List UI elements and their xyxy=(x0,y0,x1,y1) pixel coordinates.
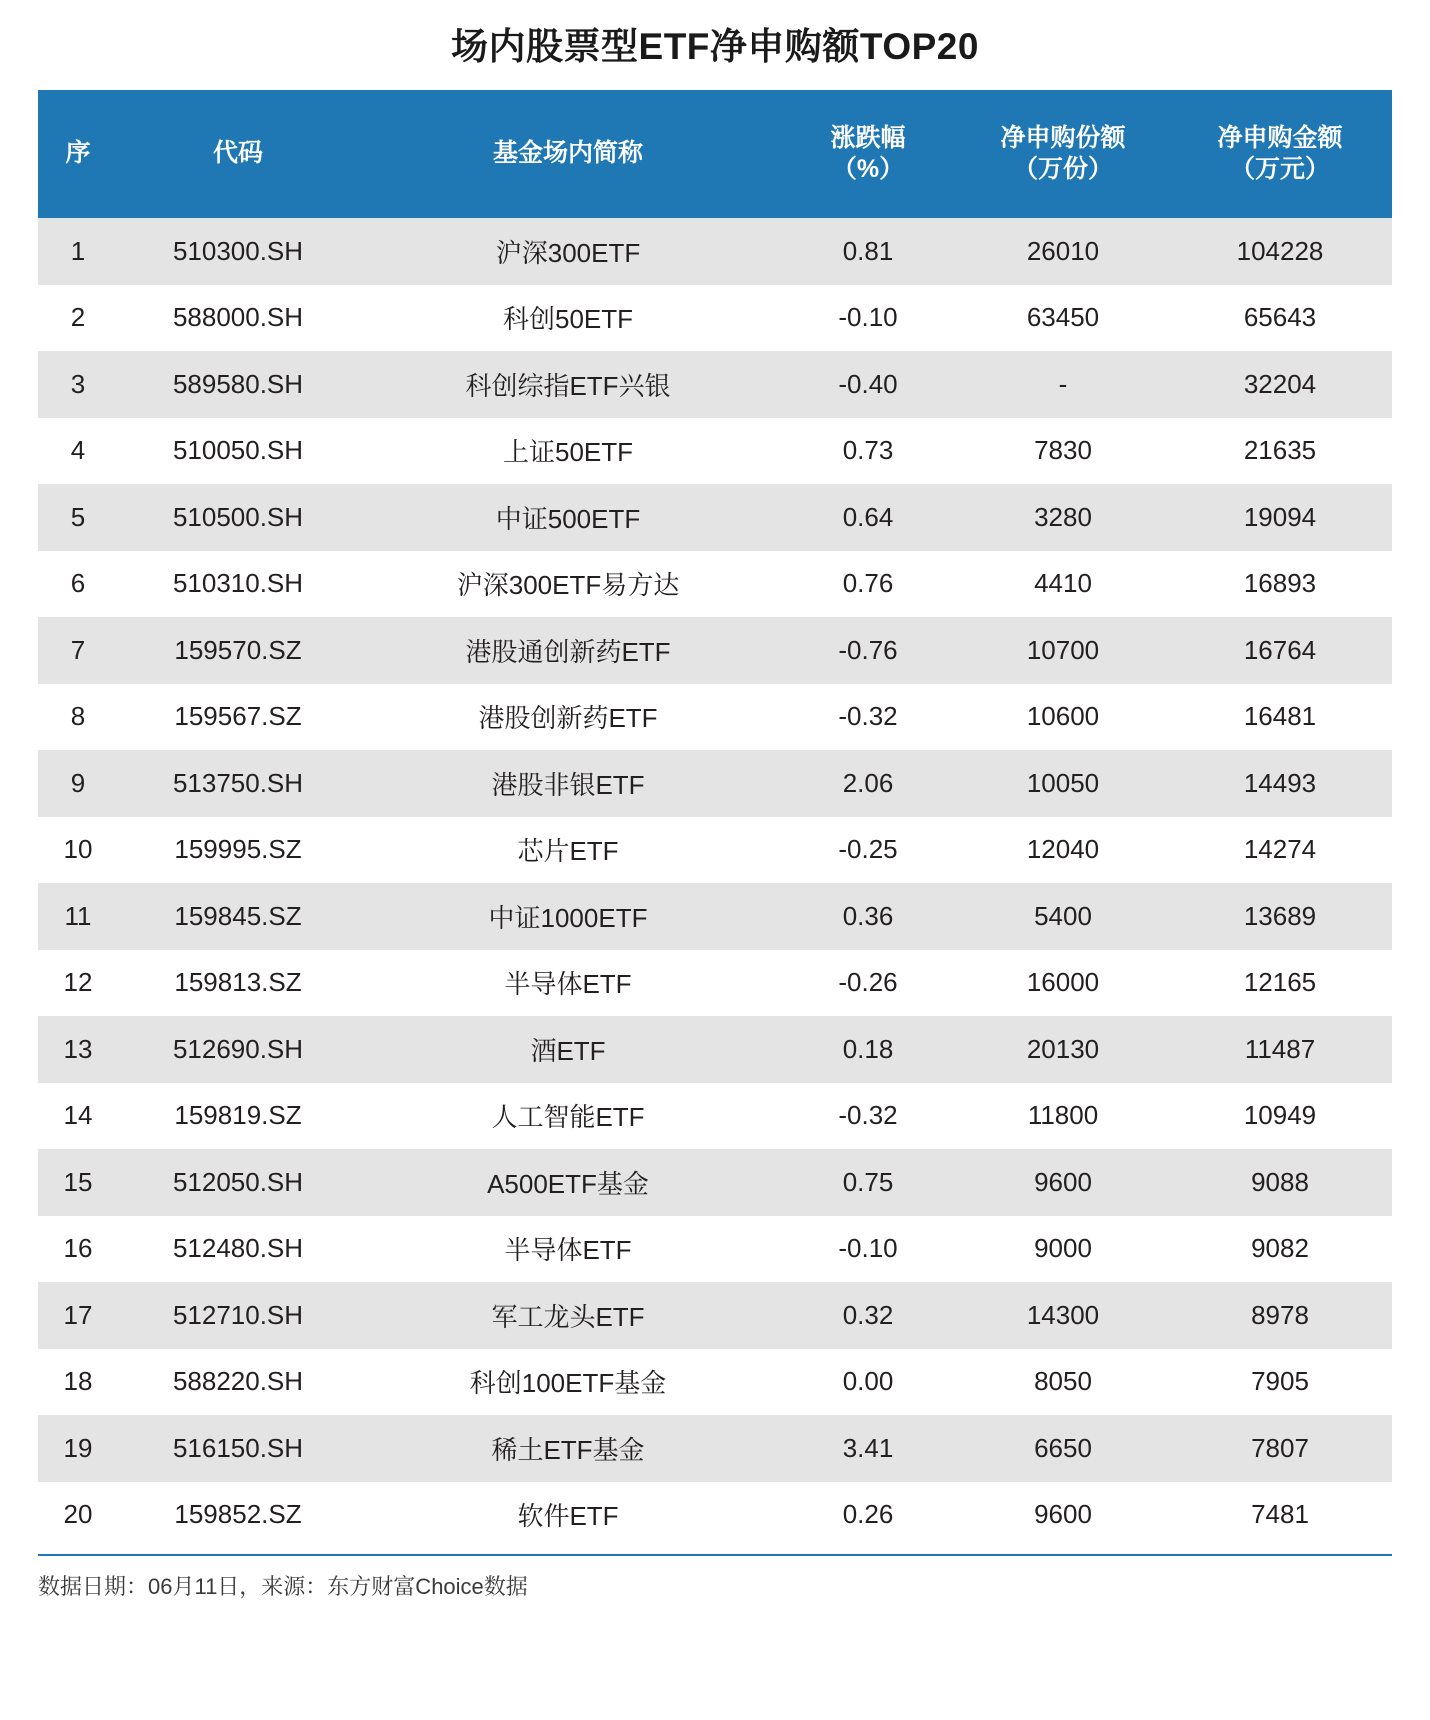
source-note: 数据日期：06月11日，来源：东方财富Choice数据 xyxy=(38,1554,1392,1601)
cell-seq: 11 xyxy=(38,883,118,950)
cell-net-amount: 32204 xyxy=(1168,351,1392,418)
column-header-net-shares xyxy=(958,90,1168,218)
cell-code: 589580.SH xyxy=(118,351,358,418)
cell-net-amount: 9082 xyxy=(1168,1216,1392,1283)
cell-net-amount: 65643 xyxy=(1168,285,1392,352)
column-header-change-line2: （%） xyxy=(831,155,905,183)
cell-net-shares: 5400 xyxy=(958,883,1168,950)
cell-net-shares: 10050 xyxy=(958,750,1168,817)
cell-seq: 3 xyxy=(38,351,118,418)
cell-net-amount: 14493 xyxy=(1168,750,1392,817)
cell-change: 0.81 xyxy=(778,218,958,285)
table-row xyxy=(38,1482,1392,1549)
cell-seq: 9 xyxy=(38,750,118,817)
cell-name: 中证500ETF xyxy=(358,484,778,551)
table-row xyxy=(38,285,1392,352)
cell-name: 酒ETF xyxy=(358,1016,778,1083)
cell-code: 159852.SZ xyxy=(118,1482,358,1549)
cell-net-shares: 10700 xyxy=(958,617,1168,684)
cell-net-amount: 16764 xyxy=(1168,617,1392,684)
table-row xyxy=(38,418,1392,485)
cell-code: 588000.SH xyxy=(118,285,358,352)
cell-change: -0.32 xyxy=(778,1083,958,1150)
table-row xyxy=(38,1083,1392,1150)
cell-code: 512690.SH xyxy=(118,1016,358,1083)
cell-change: -0.10 xyxy=(778,285,958,352)
etf-ranking-table xyxy=(38,90,1392,1548)
cell-seq: 13 xyxy=(38,1016,118,1083)
column-header-net-shares-line1: 净申购份额 xyxy=(1000,123,1126,152)
cell-net-shares: 4410 xyxy=(958,551,1168,618)
cell-net-shares: 11800 xyxy=(958,1083,1168,1150)
column-header-code xyxy=(118,90,358,218)
cell-net-shares: 9000 xyxy=(958,1216,1168,1283)
cell-code: 510050.SH xyxy=(118,418,358,485)
cell-change: 0.36 xyxy=(778,883,958,950)
table-row xyxy=(38,617,1392,684)
cell-seq: 4 xyxy=(38,418,118,485)
cell-seq: 1 xyxy=(38,218,118,285)
table-row xyxy=(38,484,1392,551)
column-header-seq-line1: 序 xyxy=(65,139,91,168)
cell-name: 半导体ETF xyxy=(358,950,778,1017)
cell-net-amount: 12165 xyxy=(1168,950,1392,1017)
cell-code: 510300.SH xyxy=(118,218,358,285)
cell-code: 510310.SH xyxy=(118,551,358,618)
cell-code: 159819.SZ xyxy=(118,1083,358,1150)
cell-name: 科创综指ETF兴银 xyxy=(358,351,778,418)
table-row xyxy=(38,1415,1392,1482)
cell-change: -0.10 xyxy=(778,1216,958,1283)
cell-change: 0.75 xyxy=(778,1149,958,1216)
cell-name: 人工智能ETF xyxy=(358,1083,778,1150)
cell-change: -0.76 xyxy=(778,617,958,684)
cell-code: 588220.SH xyxy=(118,1349,358,1416)
table-row xyxy=(38,1149,1392,1216)
cell-net-amount: 7807 xyxy=(1168,1415,1392,1482)
cell-seq: 5 xyxy=(38,484,118,551)
cell-code: 513750.SH xyxy=(118,750,358,817)
column-header-net-shares-line2: （万份） xyxy=(1012,155,1113,183)
cell-net-shares: 26010 xyxy=(958,218,1168,285)
cell-name: 军工龙头ETF xyxy=(358,1282,778,1349)
cell-net-amount: 19094 xyxy=(1168,484,1392,551)
cell-seq: 7 xyxy=(38,617,118,684)
cell-net-shares: 8050 xyxy=(958,1349,1168,1416)
cell-name: 上证50ETF xyxy=(358,418,778,485)
cell-name: 软件ETF xyxy=(358,1482,778,1549)
cell-net-shares: 9600 xyxy=(958,1149,1168,1216)
table-row xyxy=(38,950,1392,1017)
cell-name: 科创50ETF xyxy=(358,285,778,352)
column-header-net-amount-line2: （万元） xyxy=(1229,155,1330,183)
cell-name: 沪深300ETF易方达 xyxy=(358,551,778,618)
page-title: 场内股票型ETF净申购额TOP20 xyxy=(451,26,979,67)
cell-name: A500ETF基金 xyxy=(358,1149,778,1216)
cell-code: 510500.SH xyxy=(118,484,358,551)
cell-code: 512050.SH xyxy=(118,1149,358,1216)
column-header-code-line1: 代码 xyxy=(212,139,263,168)
cell-net-shares: 20130 xyxy=(958,1016,1168,1083)
cell-seq: 8 xyxy=(38,684,118,751)
cell-net-amount: 14274 xyxy=(1168,817,1392,884)
cell-net-shares: 14300 xyxy=(958,1282,1168,1349)
cell-net-shares: 63450 xyxy=(958,285,1168,352)
table-row xyxy=(38,351,1392,418)
cell-code: 159995.SZ xyxy=(118,817,358,884)
cell-net-amount: 8978 xyxy=(1168,1282,1392,1349)
cell-net-amount: 13689 xyxy=(1168,883,1392,950)
cell-net-shares: 9600 xyxy=(958,1482,1168,1549)
cell-net-amount: 21635 xyxy=(1168,418,1392,485)
table-row xyxy=(38,218,1392,285)
cell-change: 2.06 xyxy=(778,750,958,817)
column-header-seq xyxy=(38,90,118,218)
cell-seq: 19 xyxy=(38,1415,118,1482)
cell-code: 159813.SZ xyxy=(118,950,358,1017)
cell-name: 港股创新药ETF xyxy=(358,684,778,751)
cell-code: 159567.SZ xyxy=(118,684,358,751)
cell-change: 0.26 xyxy=(778,1482,958,1549)
cell-name: 科创100ETF基金 xyxy=(358,1349,778,1416)
table-row xyxy=(38,684,1392,751)
table-row xyxy=(38,883,1392,950)
cell-seq: 2 xyxy=(38,285,118,352)
cell-change: 0.73 xyxy=(778,418,958,485)
column-header-name-line1: 基金场内简称 xyxy=(492,139,643,168)
cell-net-shares: 6650 xyxy=(958,1415,1168,1482)
cell-net-amount: 7481 xyxy=(1168,1482,1392,1549)
cell-net-amount: 11487 xyxy=(1168,1016,1392,1083)
cell-name: 中证1000ETF xyxy=(358,883,778,950)
cell-change: -0.25 xyxy=(778,817,958,884)
cell-seq: 12 xyxy=(38,950,118,1017)
table-row xyxy=(38,817,1392,884)
cell-net-amount: 10949 xyxy=(1168,1083,1392,1150)
cell-seq: 15 xyxy=(38,1149,118,1216)
cell-seq: 16 xyxy=(38,1216,118,1283)
cell-name: 沪深300ETF xyxy=(358,218,778,285)
cell-net-shares: - xyxy=(958,351,1168,418)
cell-change: -0.32 xyxy=(778,684,958,751)
cell-net-shares: 10600 xyxy=(958,684,1168,751)
cell-net-amount: 16481 xyxy=(1168,684,1392,751)
cell-seq: 20 xyxy=(38,1482,118,1549)
table-row xyxy=(38,1016,1392,1083)
column-header-change-line1: 涨跌幅 xyxy=(830,123,906,152)
cell-change: 0.32 xyxy=(778,1282,958,1349)
table-header xyxy=(38,90,1392,218)
cell-net-amount: 104228 xyxy=(1168,218,1392,285)
cell-code: 159570.SZ xyxy=(118,617,358,684)
column-header-name xyxy=(358,90,778,218)
cell-net-shares: 16000 xyxy=(958,950,1168,1017)
cell-seq: 14 xyxy=(38,1083,118,1150)
cell-net-amount: 9088 xyxy=(1168,1149,1392,1216)
cell-change: 0.18 xyxy=(778,1016,958,1083)
column-header-net-amount-line1: 净申购金额 xyxy=(1217,123,1343,152)
cell-net-shares: 12040 xyxy=(958,817,1168,884)
table-body xyxy=(38,218,1392,1548)
cell-change: 0.76 xyxy=(778,551,958,618)
cell-change: 0.64 xyxy=(778,484,958,551)
table-row xyxy=(38,1282,1392,1349)
cell-seq: 17 xyxy=(38,1282,118,1349)
cell-name: 芯片ETF xyxy=(358,817,778,884)
cell-code: 516150.SH xyxy=(118,1415,358,1482)
table-header-row xyxy=(38,90,1392,218)
table-row xyxy=(38,750,1392,817)
table-row xyxy=(38,551,1392,618)
cell-name: 港股非银ETF xyxy=(358,750,778,817)
cell-change: -0.40 xyxy=(778,351,958,418)
cell-seq: 10 xyxy=(38,817,118,884)
cell-code: 512710.SH xyxy=(118,1282,358,1349)
cell-change: 0.00 xyxy=(778,1349,958,1416)
table-row xyxy=(38,1349,1392,1416)
cell-name: 港股通创新药ETF xyxy=(358,617,778,684)
cell-seq: 6 xyxy=(38,551,118,618)
cell-name: 稀土ETF基金 xyxy=(358,1415,778,1482)
cell-net-amount: 7905 xyxy=(1168,1349,1392,1416)
cell-code: 159845.SZ xyxy=(118,883,358,950)
cell-change: 3.41 xyxy=(778,1415,958,1482)
cell-net-shares: 3280 xyxy=(958,484,1168,551)
column-header-net-amount xyxy=(1168,90,1392,218)
cell-code: 512480.SH xyxy=(118,1216,358,1283)
cell-net-amount: 16893 xyxy=(1168,551,1392,618)
cell-change: -0.26 xyxy=(778,950,958,1017)
cell-name: 半导体ETF xyxy=(358,1216,778,1283)
table-row xyxy=(38,1216,1392,1283)
cell-net-shares: 7830 xyxy=(958,418,1168,485)
column-header-change xyxy=(778,90,958,218)
cell-seq: 18 xyxy=(38,1349,118,1416)
